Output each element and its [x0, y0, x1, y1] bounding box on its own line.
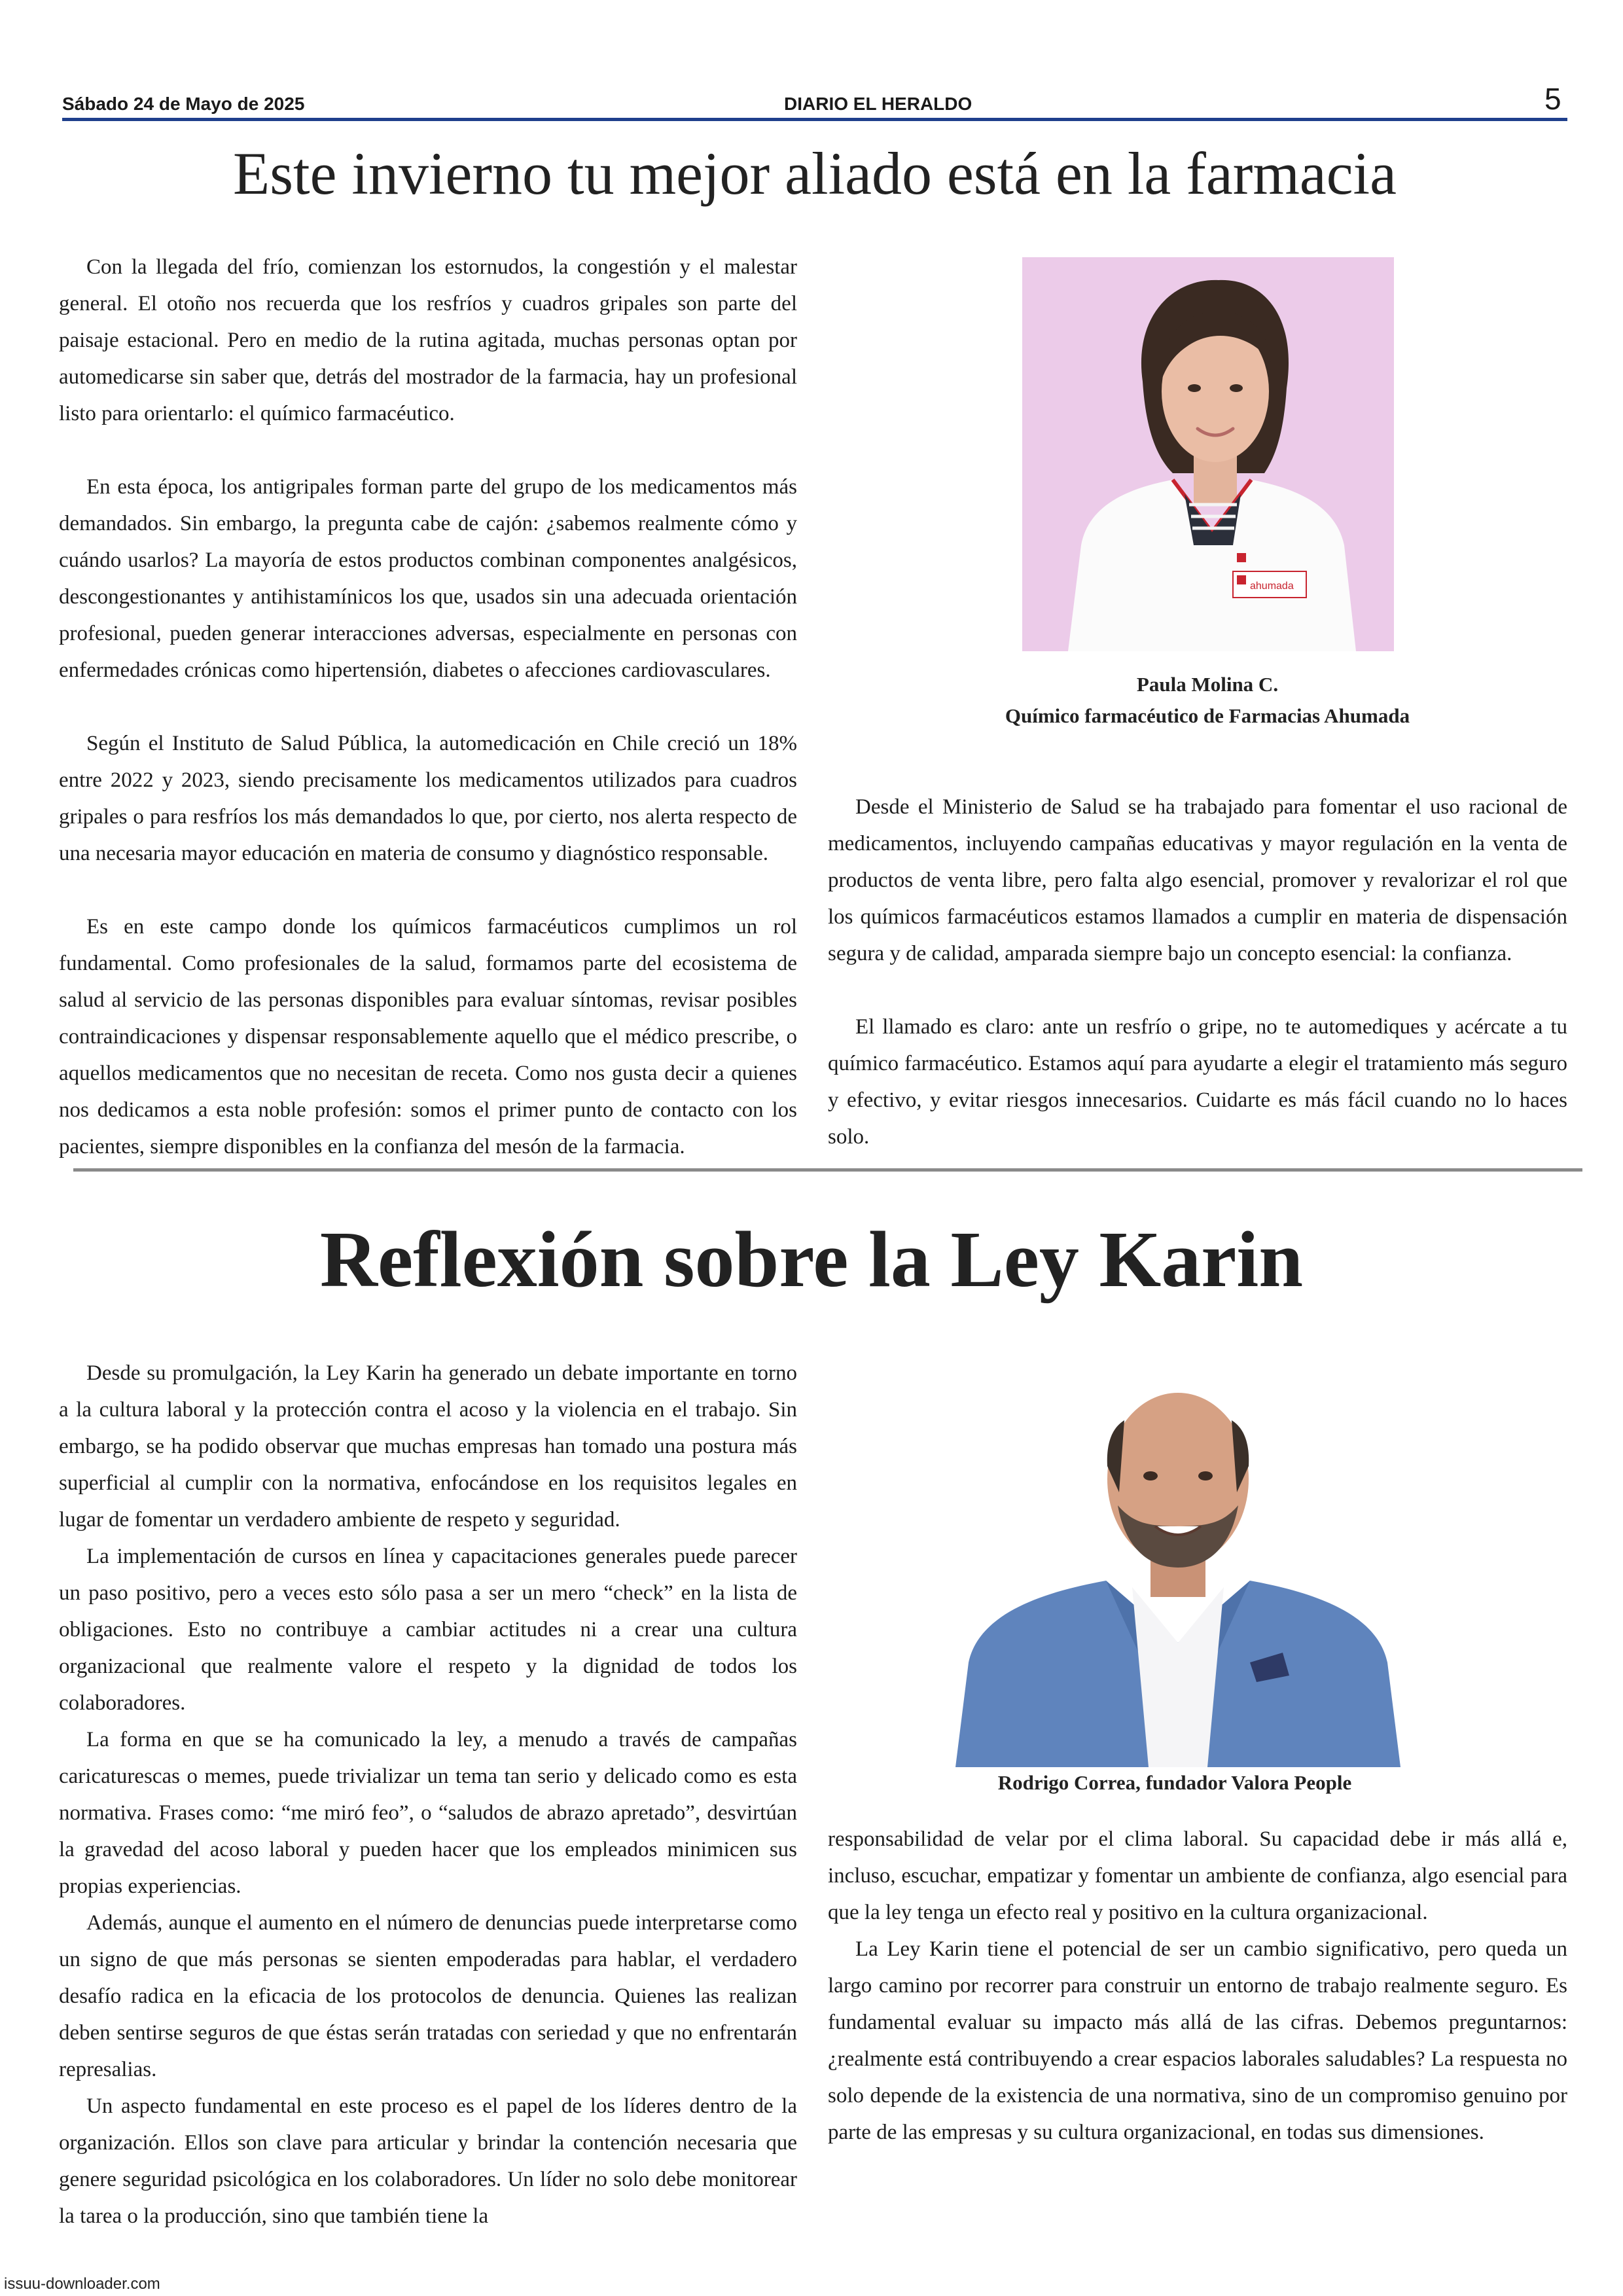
article2-paragraph: Desde su promulgación, la Ley Karin ha generado un debate importante en torno a la cultura laboral y la protección contra el acoso y la violencia en el trabajo. Sin embargo, se ha podido observar que muchas empresas han tomado una postura más superficial al cumplir con la normativa, enfocándose en los requisitos legales en lugar de fomentar un verdadero ambiente de respeto y seguridad.	[59, 1361, 797, 1532]
article2-right-column	[828, 1821, 1567, 2151]
article2-left-column	[59, 1355, 797, 2234]
article2-paragraph: Además, aunque el aumento en el número de denuncias puede interpretarse como un signo de que más personas se sienten empoderadas para hablar, el verdadero desafío radica en la eficacia de los protocolos de denuncia. Quienes las realizan deben sentirse seguros de que éstas serán tratadas con seriedad y que no enfrentarán represalias.	[59, 1911, 797, 2081]
article1-title: Este invierno tu mejor aliado está en la farmacia	[233, 140, 1397, 207]
header-newspaper-name: DIARIO EL HERALDO	[784, 94, 972, 114]
article2-paragraph: La forma en que se ha comunicado la ley, a menudo a través de campañas caricaturescas o memes, puede trivializar un tema tan serio y delicado como es esta normativa. Frases como: “me miró feo”, o “saludos de abrazo apretado”, desvirtúan la gravedad del acoso laboral y pueden hacer que los empleados minimicen sus propias experiencias.	[59, 1728, 797, 1898]
header-page-number: 5	[1544, 82, 1561, 116]
article2-title: Reflexión sobre la Ley Karin	[319, 1215, 1304, 1304]
author-photo	[942, 1355, 1414, 1767]
header-rule	[62, 118, 1567, 121]
coat-logo-text: ahumada	[1250, 581, 1294, 592]
article1-paragraph: Desde el Ministerio de Salud se ha trabajado para fomentar el uso racional de medicamentos, incluyendo campañas educativas y mayor regulación en la venta de productos de venta libre, pero falta algo esencial, promover y revalorizar el rol que los químicos farmacéuticos estamos llamados a cumplir en materia de dispensación segura y de calidad, amparada siempre bajo un concepto esencial: la confianza.	[828, 795, 1567, 965]
caption-role: Químico farmacéutico de Farmacias Ahumada	[1005, 704, 1410, 727]
article2-paragraph: La implementación de cursos en línea y capacitaciones generales puede parecer un paso positivo, pero a veces esto sólo pasa a ser un mero “check” en la lista de obligaciones. Esto no contribuye a cambiar actitudes ni a crear una cultura organizacional que realmente valore el respeto y la dignidad de todos los colaboradores.	[59, 1545, 797, 1715]
article-divider	[73, 1168, 1582, 1172]
footer-watermark: issuu-downloader.com	[4, 2275, 160, 2293]
pharmacist-photo-caption	[812, 669, 1603, 732]
header-date: Sábado 24 de Mayo de 2025	[62, 94, 305, 114]
article1-paragraph: El llamado es claro: ante un resfrío o gripe, no te automediques y acércate a tu químico farmacéutico. Estamos aquí para ayudarte a elegir el tratamiento más seguro y efectivo, y evitar riesgos innecesarios. Cuidarte es más fácil cuando no lo haces solo.	[828, 1015, 1567, 1149]
article1-paragraph: En esta época, los antigripales forman parte del grupo de los medicamentos más demandados. Sin embargo, la pregunta cabe de cajón: ¿sabemos realmente cómo y cuándo usarlos? La mayoría de estos productos combinan componentes analgésicos, descongestionantes y antihistamínicos los que, usados sin una adecuada orientación profesional, pueden generar interacciones adversas, especialmente en personas con enfermedades crónicas como hipertensión, diabetes o afecciones cardiovasculares.	[59, 475, 797, 682]
article2-paragraph: Un aspecto fundamental en este proceso es el papel de los líderes dentro de la organización. Ellos son clave para articular y brindar la contención necesaria que genere seguridad psicológica en los colaboradores. Un líder no solo debe monitorear la tarea o la producción, sino que también tiene la	[59, 2094, 797, 2228]
caption-name: Paula Molina C.	[1136, 673, 1279, 696]
pharmacist-portrait-image	[1022, 257, 1394, 651]
pharmacist-photo	[1022, 257, 1394, 651]
article1-paragraph: Con la llegada del frío, comienzan los estornudos, la congestión y el malestar general. El otoño nos recuerda que los resfríos y cuadros gripales son parte del paisaje estacional. Pero en medio de la rutina agitada, muchas personas optan por automedicarse sin saber que, detrás del mostrador de la farmacia, hay un profesional listo para orientarlo: el químico farmacéutico.	[59, 255, 797, 425]
article1-left-column	[59, 249, 797, 1202]
article1-paragraph: Según el Instituto de Salud Pública, la automedicación en Chile creció un 18% entre 2022 y 2023, siendo precisamente los medicamentos utilizados para cuadros gripales o para resfríos los más demandados lo que, por cierto, nos alerta respecto de una necesaria mayor educación en materia de consumo y diagnóstico responsable.	[59, 732, 797, 865]
article2-paragraph: La Ley Karin tiene el potencial de ser un cambio significativo, pero queda un largo camino por recorrer para construir un entorno de trabajo realmente seguro. Es fundamental evaluar su impacto más allá de las cifras. Debemos preguntarnos: ¿realmente está contribuyendo a crear espacios laborales saludables? La respuesta no solo depende de la existencia de una normativa, sino de un compromiso genuino por parte de las empresas y su cultura organizacional, en todas sus dimensiones.	[828, 1937, 1567, 2144]
article2-paragraph: responsabilidad de velar por el clima laboral. Su capacidad debe ir más allá e, incluso, escuchar, empatizar y fomentar un ambiente de confianza, algo esencial para que la ley tenga un efecto real y positivo en la cultura organizacional.	[828, 1827, 1567, 1924]
author-portrait-image	[942, 1355, 1414, 1767]
article1-right-column	[828, 789, 1567, 1192]
article1-paragraph: Es en este campo donde los químicos farmacéuticos cumplimos un rol fundamental. Como profesionales de la salud, formamos parte del ecosistema de salud al servicio de las personas disponibles para evaluar síntomas, revisar posibles contraindicaciones y dispensar responsablemente aquello que el médico prescribe, o aquellos medicamentos que no necesitan de receta. Como nos gusta decir a quienes nos dedicamos a esta noble profesión: somos el primer punto de contacto con los pacientes, siempre disponibles en la confianza del mesón de la farmacia.	[59, 915, 797, 1158]
author-photo-caption: Rodrigo Correa, fundador Valora People	[997, 1771, 1352, 1794]
